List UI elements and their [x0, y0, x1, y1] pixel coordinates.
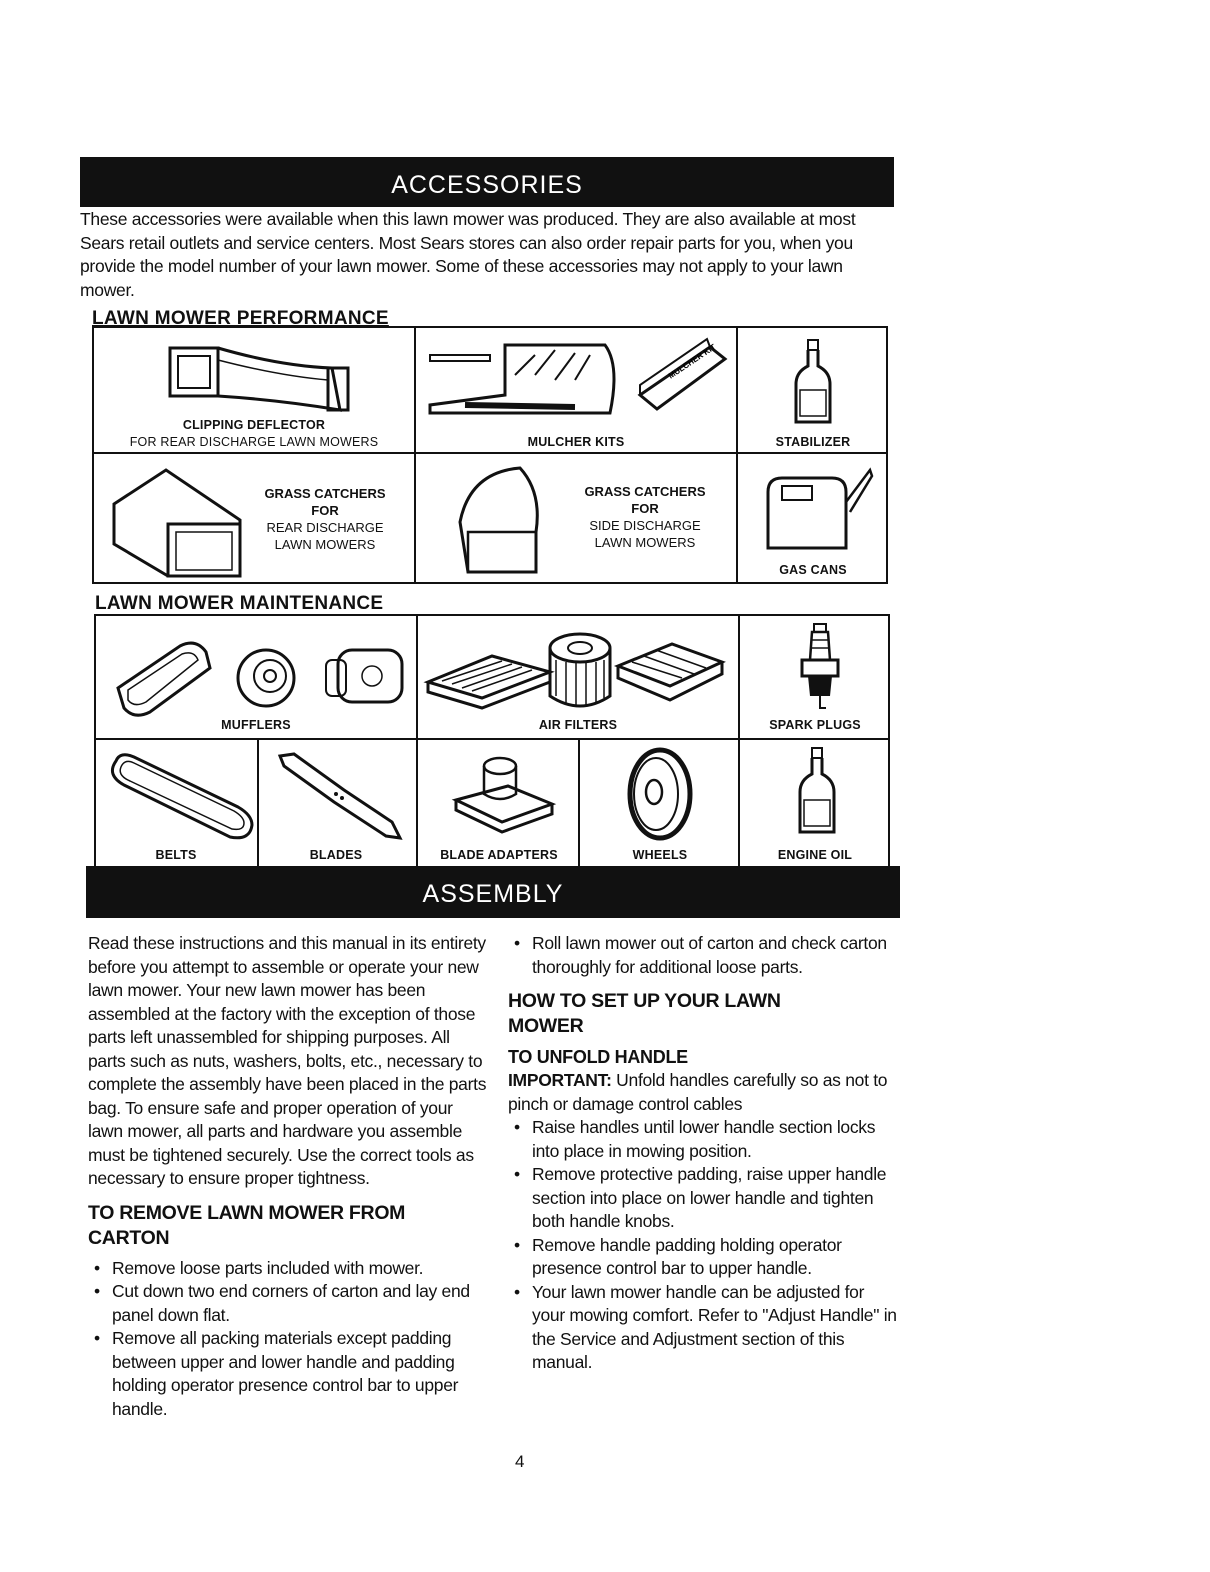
important-text: Unfold handles carefully so as not to pinch or damage control cables: [508, 1070, 888, 1114]
important-label: IMPORTANT:: [508, 1070, 612, 1090]
grass-rear-l4: LAWN MOWERS: [274, 537, 376, 552]
list-item: • Your lawn mower handle can be adjusted for your mowing comfort. Refer to "Adjust Handle" in the Service and Adjustment section of this manual.: [508, 1281, 900, 1375]
important-note: [508, 1069, 900, 1116]
assembly-title-bar: [86, 866, 900, 918]
grass-side-l3: SIDE DISCHARGE: [589, 518, 701, 533]
roll-out-list: [508, 932, 900, 979]
grass-rear-l2: FOR: [311, 503, 339, 518]
grass-side-caption: [560, 483, 730, 551]
gas-can-illustration: [762, 462, 874, 558]
stabilizer-label: STABILIZER: [775, 435, 851, 449]
engine-oil-bottle-illustration: [792, 744, 842, 838]
list-item: • Cut down two end corners of carton and lay end panel down flat.: [88, 1280, 488, 1327]
belts-illustration: [100, 745, 260, 845]
accessories-intro: These accessories were available when this lawn mower was produced. They are also available at most Sears retail outlets and service centers. Most Sears stores can also order repair parts for you, when you provide the model number of your lawn mower. Some of these accessories may not apply to your lawn mower.: [80, 209, 856, 300]
grass-catcher-side-illustration: [450, 462, 550, 578]
accessories-title: ACCESSORIES: [391, 171, 583, 199]
grass-rear-l3: REAR DISCHARGE: [266, 520, 384, 535]
assembly-intro: Read these instructions and this manual in its entirety before you attempt to assemble or operate your new lawn mower. Your new lawn mower has been assembled at the factory with the exception of those parts left unassembled for shipping purposes. All parts such as nuts, washers, bolts, etc., necessary to complete the assembly have been placed in the parts bag. To ensure safe and proper operation of your lawn mower, all parts and hardware you assemble must be tightened securely. Use the correct tools as necessary to ensure proper tightness.: [88, 933, 487, 1188]
blades-illustration: [274, 748, 404, 844]
assembly-title: ASSEMBLY: [422, 880, 564, 908]
clipping-deflector-illustration: [160, 338, 360, 418]
accessories-title-bar: [80, 157, 894, 207]
blades-label: BLADES: [309, 848, 363, 862]
clipping-deflector-label-2: FOR REAR DISCHARGE LAWN MOWERS: [129, 435, 379, 449]
unfold-handle-list: [508, 1116, 900, 1375]
mufflers-illustration: [110, 628, 410, 722]
spark-plug-illustration: [792, 620, 848, 714]
grass-side-l4: LAWN MOWERS: [594, 535, 696, 550]
grass-side-l1: GRASS CATCHERS: [584, 484, 706, 499]
stabilizer-bottle-illustration: [788, 336, 838, 428]
unfold-handle-heading: TO UNFOLD HANDLE: [508, 1047, 688, 1067]
wheels-label: WHEELS: [632, 848, 688, 862]
page-number: 4: [515, 1452, 525, 1471]
mulcher-kits-label: MULCHER KITS: [527, 435, 625, 449]
remove-from-carton-list: [88, 1257, 488, 1422]
gas-cans-label: GAS CANS: [779, 563, 847, 577]
list-item: • Remove all packing materials except padding between upper and lower handle and padding holding operator presence control bar to upper handle.: [88, 1327, 488, 1421]
blade-adapters-label: BLADE ADAPTERS: [440, 848, 558, 862]
spark-plugs-label: SPARK PLUGS: [769, 718, 861, 732]
remove-from-carton-heading: TO REMOVE LAWN MOWER FROM CARTON: [88, 1201, 406, 1249]
blade-adapter-illustration: [448, 752, 558, 842]
grass-rear-l1: GRASS CATCHERS: [264, 486, 386, 501]
mulcher-kits-illustration: [425, 335, 735, 425]
belts-label: BELTS: [155, 848, 197, 862]
list-item: • Roll lawn mower out of carton and check carton thoroughly for additional loose parts.: [508, 932, 900, 979]
list-item: • Raise handles until lower handle section locks into place in mowing position.: [508, 1116, 900, 1163]
assembly-right-column: [508, 932, 900, 1375]
grass-side-l2: FOR: [631, 501, 659, 516]
mufflers-label: MUFFLERS: [221, 718, 291, 732]
engine-oil-label: ENGINE OIL: [777, 848, 853, 862]
wheel-illustration: [616, 744, 706, 844]
maintenance-heading: LAWN MOWER MAINTENANCE: [95, 593, 384, 614]
list-item: • Remove loose parts included with mower.: [88, 1257, 488, 1281]
setup-heading: HOW TO SET UP YOUR LAWN MOWER: [508, 990, 781, 1037]
clipping-deflector-label-1: CLIPPING DEFLECTOR: [182, 418, 326, 432]
mulcher-box-text: MULCHER KIT: [666, 342, 718, 381]
air-filters-illustration: [422, 626, 738, 718]
performance-heading: LAWN MOWER PERFORMANCE: [92, 308, 389, 329]
air-filters-label: AIR FILTERS: [538, 718, 618, 732]
list-item: • Remove handle padding holding operator presence control bar to upper handle.: [508, 1234, 900, 1281]
assembly-left-column: [88, 932, 488, 1421]
list-item: • Remove protective padding, raise upper handle section into place on lower handle and tighten both handle knobs.: [508, 1163, 900, 1234]
grass-catcher-rear-illustration: [108, 462, 248, 580]
grass-rear-caption: [240, 485, 410, 553]
